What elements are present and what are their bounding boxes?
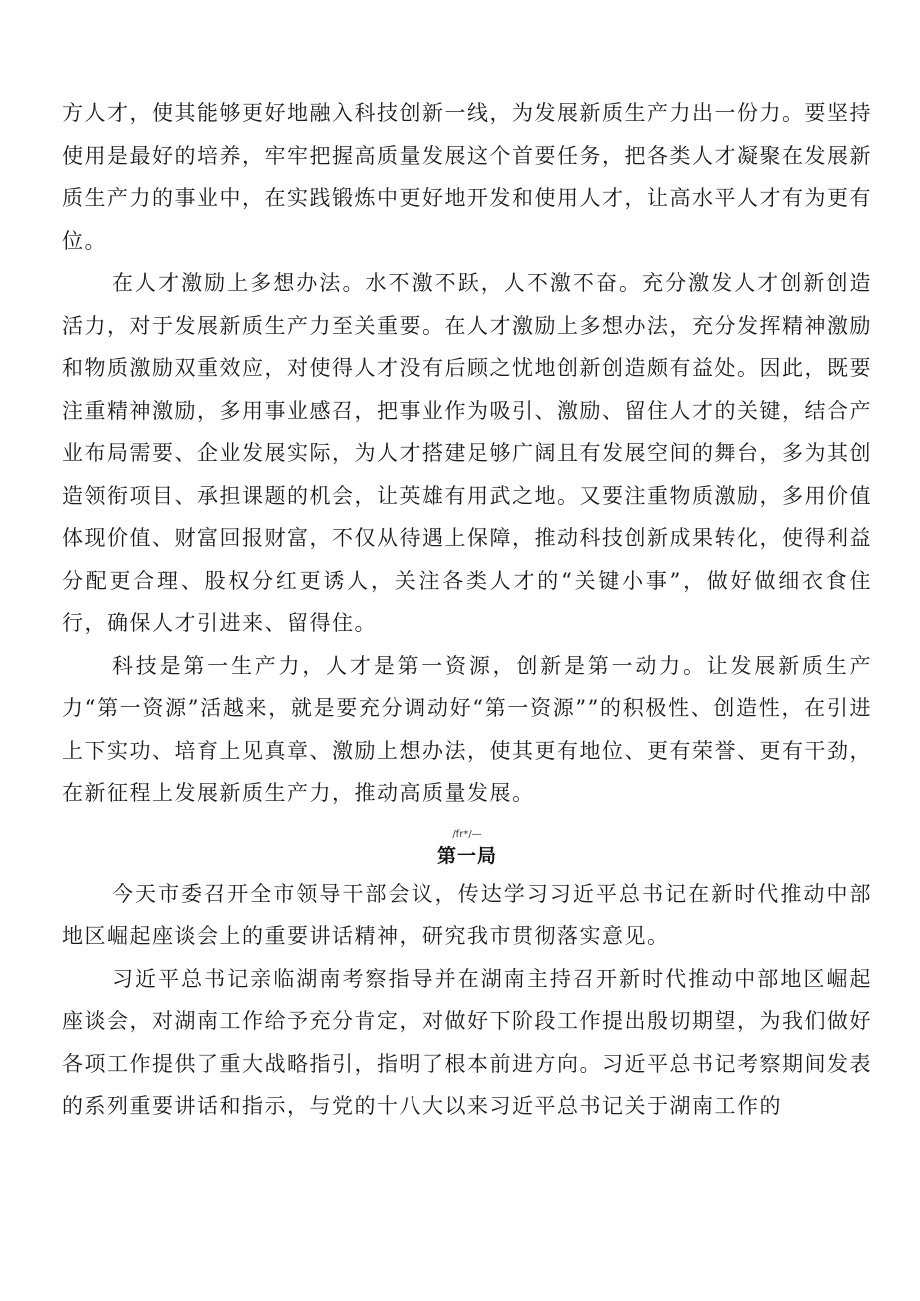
paragraph-meeting-intro: 今天市委召开全市领导干部会议，传达学习习近平总书记在新时代推动中部地区崛起座谈会上的重要讲话精神，研究我市贯彻落实意见。 (62, 881, 872, 948)
paragraph-inspection: 习近平总书记亲临湖南考察指导并在湖南主持召开新时代推动中部地区崛起座谈会，对湖南工作给予充分肯定，对做好下阶段工作提出殷切期望，为我们做好各项工作提供了重大战略指引，指明了根本前进方向。习近平总书记考察期间发表的系列重要讲话和指示，与党的十八大以来习近平总书记关于湖南工作的 (62, 966, 872, 1118)
section-mark: /fr*/— (452, 828, 482, 840)
section-heading (62, 829, 872, 871)
paragraph-conclusion: 科技是第一生产力，人才是第一资源，创新是第一动力。让发展新质生产力“第一资源”活越来，就是要充分调动好“第一资源””的积极性、创造性，在引进上下实功、培育上见真章、激励上想办法，使其更有地位、更有荣誉、更有干劲，在新征程上发展新质生产力，推动高质量发展。 (62, 653, 872, 805)
paragraph-continuation: 方人才，使其能够更好地融入科技创新一线，为发展新质生产力出一份力。要坚持使用是最好的培养，牢牢把握高质量发展这个首要任务，把各类人才凝聚在发展新质生产力的事业中，在实践锻炼中更好地开发和使用人才，让高水平人才有为更有位。 (62, 101, 872, 253)
document-body (62, 92, 872, 1128)
section-title: 第一局 (436, 844, 497, 867)
paragraph-talent-incentive: 在人才激励上多想办法。水不激不跃，人不激不奋。充分激发人才创新创造活力，对于发展新质生产力至关重要。在人才激励上多想办法，充分发挥精神激励和物质激励双重效应，对使得人才没有后顾之忧地创新创造颇有益处。因此，既要注重精神激励，多用事业感召，把事业作为吸引、激励、留住人才的关键，结合产业布局需要、企业发展实际，为人才搭建足够广阔且有发展空间的舞台，多为其创造领衔项目、承担课题的机会，让英雄有用武之地。又要注重物质激励，多用价值体现价值、财富回报财富，不仅从待遇上保障，推动科技创新成果转化，使得利益分配更合理、股权分红更诱人，关注各类人才的“关键小事”，做好做细衣食住行，确保人才引进来、留得住。 (62, 271, 872, 635)
